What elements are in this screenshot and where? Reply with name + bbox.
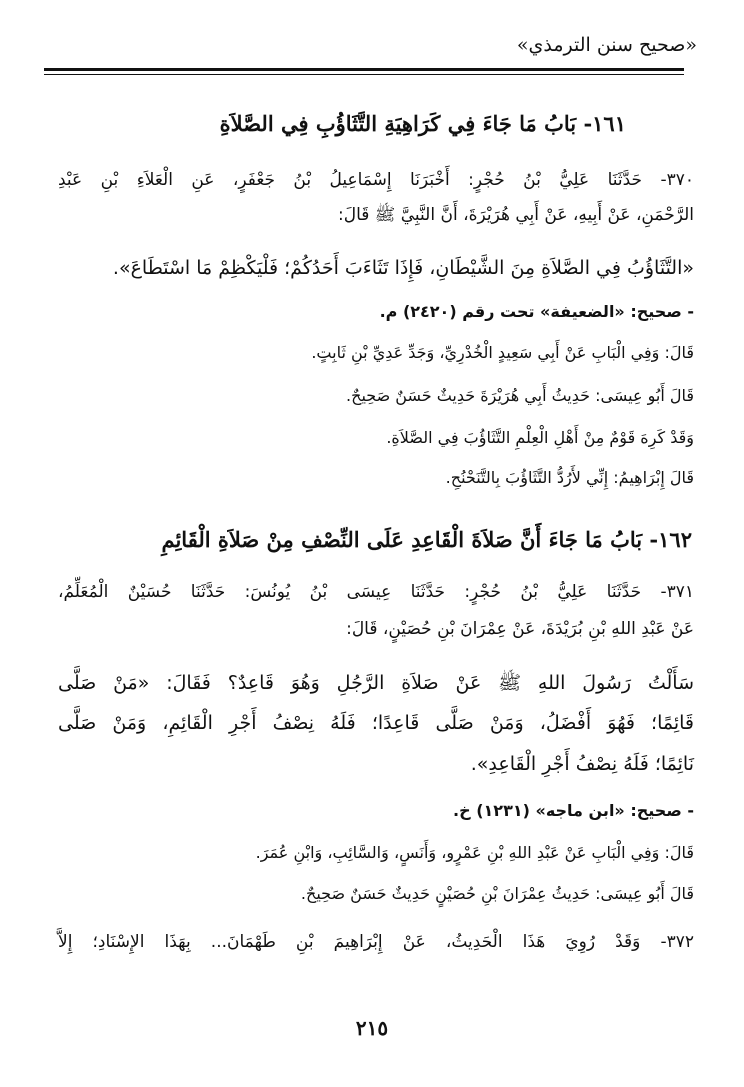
hadith-370-grade: - صحيح: «الضعيفة» تحت رقم (٢٤٢٠) م. <box>379 302 694 321</box>
hadith-370-matn: «التَّثَاؤُبُ فِي الصَّلاَةِ مِنَ الشَّيْطَانِ، فَإِذَا تَثَاءَبَ أَحَدُكُمْ؛ فَلْيَكْظِمْ مَا اسْتَطَاعَ». <box>112 257 694 279</box>
hadith-371-note: قَالَ أَبُو عِيسَى: حَدِيثُ عِمْرَانَ بْنِ حُصَيْنٍ حَدِيثٌ حَسَنٌ صَحِيحٌ. <box>300 884 694 903</box>
chapter-heading-161: ١٦١- بَابُ مَا جَاءَ فِي كَرَاهِيَةِ التَّثَاؤُبِ فِي الصَّلاَةِ <box>219 111 626 136</box>
hadith-370-note: قَالَ: وَفِي الْبَابِ عَنْ أَبِي سَعِيدٍ الْخُدْرِيِّ، وَجَدِّ عَدِيِّ بْنِ ثَابِتٍ. <box>311 343 694 362</box>
hadith-371-isnad-line-1: ٣٧١- حَدَّثَنَا عَلِيُّ بْنُ حُجْرٍ: حَدَّثَنَا عِيسَى بْنُ يُونُسَ: حَدَّثَنَا حُسَيْنٌ الْمُعَلِّمُ، <box>58 582 694 602</box>
header-rule-thick <box>44 68 684 71</box>
header-rule-thin <box>44 74 684 75</box>
hadith-370-isnad-line-2: الرَّحْمَنِ، عَنْ أَبِيهِ، عَنْ أَبِي هُرَيْرَةَ، أَنَّ النَّبِيَّ ﷺ قَالَ: <box>338 205 694 225</box>
hadith-371-grade: - صحيح: «ابن ماجه» (١٢٣١) خ. <box>453 801 694 820</box>
page-number: ٢١٥ <box>355 1016 389 1040</box>
chapter-heading-162: ١٦٢- بَابُ مَا جَاءَ أَنَّ صَلاَةَ الْقَاعِدِ عَلَى النِّصْفِ مِنْ صَلاَةِ الْقَائِمِ <box>161 527 692 552</box>
hadith-371-matn-line-3: نَائِمًا؛ فَلَهُ نِصْفُ أَجْرِ الْقَاعِدِ». <box>470 753 694 775</box>
hadith-370-note: وَقَدْ كَرِهَ قَوْمٌ مِنْ أَهْلِ الْعِلْمِ التَّثَاؤُبَ فِي الصَّلاَةِ. <box>386 428 694 447</box>
running-header-title: «صحيح سنن الترمذي» <box>516 34 697 56</box>
hadith-371-isnad-line-2: عَنْ عَبْدِ اللهِ بْنِ بُرَيْدَةَ، عَنْ عِمْرَانَ بْنِ حُصَيْنٍ، قَالَ: <box>346 619 694 639</box>
hadith-372-start: ٣٧٢- وَقَدْ رُوِيَ هَذَا الْحَدِيثُ، عَنْ إِبْرَاهِيمَ بْنِ طَهْمَانَ... بِهَذَا الإِسْنَادِ؛ إِلاَّ <box>58 932 694 952</box>
hadith-371-note: قَالَ: وَفِي الْبَابِ عَنْ عَبْدِ اللهِ بْنِ عَمْرٍو، وَأَنَسٍ، وَالسَّائِبِ، وَابْنِ عُمَرَ. <box>255 843 694 862</box>
hadith-370-note: قَالَ إِبْرَاهِيمُ: إِنِّي لأَرُدُّ التَّثَاؤُبَ بِالتَّنَحْنُحِ. <box>445 468 694 487</box>
hadith-370-note: قَالَ أَبُو عِيسَى: حَدِيثُ أَبِي هُرَيْرَةَ حَدِيثٌ حَسَنٌ صَحِيحٌ. <box>346 386 694 405</box>
hadith-370-isnad-line-1: ٣٧٠- حَدَّثَنَا عَلِيُّ بْنُ حُجْرٍ: أَخْبَرَنَا إِسْمَاعِيلُ بْنُ جَعْفَرٍ، عَنِ الْعَلاَءِ بْنِ عَبْدِ <box>58 170 694 190</box>
hadith-371-matn-line-2: قَائِمًا؛ فَهُوَ أَفْضَلُ، وَمَنْ صَلَّى قَاعِدًا؛ فَلَهُ نِصْفُ أَجْرِ الْقَائِمِ، وَمَنْ صَلَّى <box>58 712 694 734</box>
hadith-371-matn-line-1: سَأَلْتُ رَسُولَ اللهِ ﷺ عَنْ صَلاَةِ الرَّجُلِ وَهُوَ قَاعِدٌ؟ فَقَالَ: «مَنْ صَلَّى <box>58 672 694 694</box>
